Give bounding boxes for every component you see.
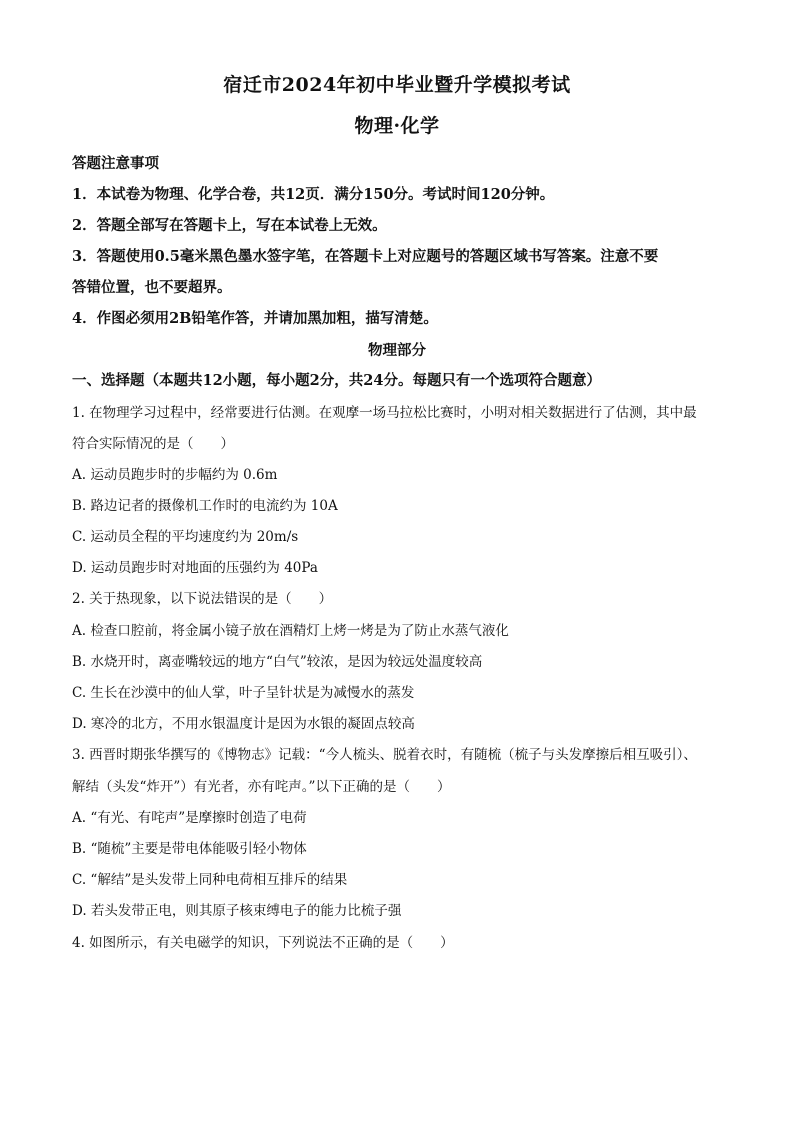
question-stem: 3. 西晋时期张华撰写的《博物志》记载：“今人梳头、脱着衣时，有随梳（梳子与头发摩擦后相互吸引）、 [72,747,697,763]
question-option: C. 生长在沙漠中的仙人掌，叶子呈针状是为减慢水的蒸发 [72,685,415,701]
question-option: D. 运动员跑步时对地面的压强约为 40Pa [72,560,318,576]
note-item: 1．本试卷为物理、化学合卷，共12页．满分150分。考试时间120分钟。 [72,186,555,203]
question-stem-continued: 符合实际情况的是（ ） [72,436,234,452]
exam-title: 宿迁市2024年初中毕业暨升学模拟考试 [223,74,571,96]
note-item: 3．答题使用0.5毫米黑色墨水签字笔，在答题卡上对应题号的答题区域书写答案。注意不要 [72,248,659,265]
question-option: A. 检查口腔前，将金属小镜子放在酒精灯上烤一烤是为了防止水蒸气液化 [72,623,509,639]
question-option: B. 水烧开时，离壶嘴较远的地方“白气”较浓，是因为较远处温度较高 [72,654,483,670]
question-option: A. 运动员跑步时的步幅约为 0.6m [72,467,278,483]
note-item: 4．作图必须用2B铅笔作答，并请加黑加粗，描写清楚。 [72,310,438,327]
note-item: 2．答题全部写在答题卡上，写在本试卷上无效。 [72,217,387,234]
question-option: A. “有光、有咤声”是摩擦时创造了电荷 [72,810,307,826]
notes-heading: 答题注意事项 [72,155,159,172]
note-item-continued: 答错位置，也不要超界。 [72,279,232,296]
question-stem: 4. 如图所示，有关电磁学的知识，下列说法不正确的是（ ） [72,935,454,951]
question-option: B. 路边记者的摄像机工作时的电流约为 10A [72,498,338,514]
exam-subtitle: 物理·化学 [354,115,440,137]
question-option: C. 运动员全程的平均速度约为 20m/s [72,529,299,545]
question-option: D. 寒冷的北方，不用水银温度计是因为水银的凝固点较高 [72,716,415,732]
question-stem: 2. 关于热现象，以下说法错误的是（ ） [72,591,333,607]
question-option: B. “随梳”主要是带电体能吸引轻小物体 [72,841,307,857]
section-title: 物理部分 [368,342,426,359]
question-stem: 1. 在物理学习过程中，经常要进行估测。在观摩一场马拉松比赛时，小明对相关数据进行了估测，其中最 [72,405,697,421]
question-stem-continued: 解结（头发“炸开”）有光者，亦有咤声。”以下正确的是（ ） [72,779,451,795]
part-heading: 一、选择题（本题共12小题，每小题2分，共24分。每题只有一个选项符合题意） [72,372,601,389]
question-option: D. 若头发带正电，则其原子核束缚电子的能力比梳子强 [72,903,402,919]
question-option: C. “解结”是头发带上同种电荷相互排斥的结果 [72,872,348,888]
